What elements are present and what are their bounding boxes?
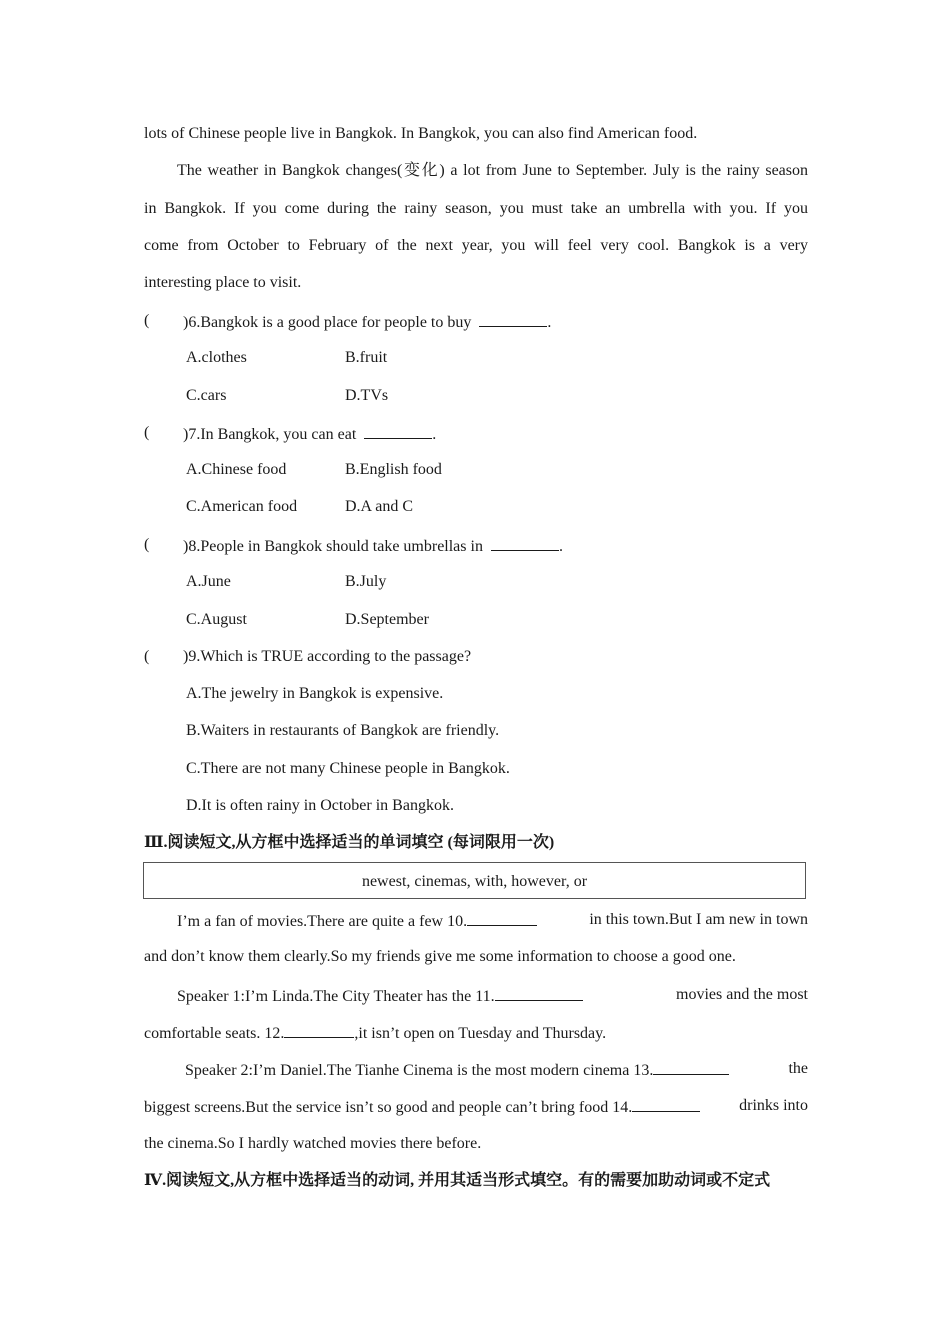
- text-segment: ,it isn’t open on Tuesday and Thursday.: [354, 1025, 607, 1042]
- blank-13[interactable]: [653, 1059, 729, 1075]
- blank-10[interactable]: [467, 910, 537, 926]
- question-text: )6.Bangkok is a good place for people to buy: [183, 314, 472, 331]
- passage-line: and don’t know them clearly.So my friends give me some information to choose a good one.: [144, 948, 736, 965]
- passage-line: [144, 1096, 808, 1118]
- text-segment: I’m a fan of movies.There are quite a few 10.: [177, 913, 468, 930]
- passage-line: [177, 985, 808, 1007]
- text-segment: the: [788, 1060, 808, 1077]
- option-a[interactable]: A.Chinese food: [186, 461, 287, 478]
- answer-paren[interactable]: (: [144, 312, 150, 329]
- passage-line: [185, 1059, 808, 1081]
- blank-12[interactable]: [284, 1022, 354, 1038]
- blank-14[interactable]: [632, 1096, 700, 1112]
- question-end: .: [558, 538, 563, 555]
- text-segment: in this town.But I am new in town: [589, 911, 808, 928]
- option-d[interactable]: D.It is often rainy in October in Bangkok.: [186, 797, 454, 814]
- answer-blank[interactable]: [479, 311, 547, 327]
- option-c[interactable]: C.cars: [186, 387, 227, 404]
- passage-line: come from October to February of the next year, you will feel very cool. Bangkok is a very: [144, 237, 808, 254]
- option-b[interactable]: B.July: [345, 573, 387, 590]
- option-a[interactable]: A.clothes: [186, 349, 247, 366]
- passage-line: the cinema.So I hardly watched movies there before.: [144, 1135, 482, 1152]
- word-box: newest, cinemas, with, however, or: [143, 862, 806, 899]
- option-c[interactable]: C.American food: [186, 498, 298, 515]
- passage-line: [177, 910, 808, 932]
- text-segment: Speaker 2:I’m Daniel.The Tianhe Cinema is the most modern cinema 13.: [185, 1062, 654, 1079]
- option-d[interactable]: D.A and C: [345, 498, 413, 515]
- option-c[interactable]: C.There are not many Chinese people in Bangkok.: [186, 760, 510, 777]
- question-text: )8.People in Bangkok should take umbrellas in: [183, 538, 483, 555]
- blank-11[interactable]: [495, 985, 583, 1001]
- option-d[interactable]: D.TVs: [345, 387, 389, 404]
- passage-line: [144, 1022, 808, 1044]
- question-end: .: [432, 426, 437, 443]
- text-segment: movies and the most: [676, 986, 808, 1003]
- text-segment: drinks into: [739, 1097, 808, 1114]
- passage-line: The weather in Bangkok changes(变化) a lot from June to September. July is the rainy season: [177, 162, 808, 179]
- answer-paren[interactable]: (: [144, 424, 150, 441]
- question-text: )7.In Bangkok, you can eat: [183, 426, 357, 443]
- option-c[interactable]: C.August: [186, 611, 247, 628]
- answer-paren[interactable]: (: [144, 536, 150, 553]
- option-b[interactable]: B.fruit: [345, 349, 388, 366]
- text-segment: Speaker 1:I’m Linda.The City Theater has the 11.: [177, 988, 495, 1005]
- option-b[interactable]: B.English food: [345, 461, 442, 478]
- text-segment: comfortable seats. 12.: [144, 1025, 285, 1042]
- answer-blank[interactable]: [491, 535, 559, 551]
- section-3-heading: Ⅲ.阅读短文,从方框中选择适当的单词填空 (每词限用一次): [144, 834, 555, 851]
- option-d[interactable]: D.September: [345, 611, 429, 628]
- answer-paren[interactable]: (: [144, 648, 150, 665]
- option-a[interactable]: A.The jewelry in Bangkok is expensive.: [186, 685, 444, 702]
- option-b[interactable]: B.Waiters in restaurants of Bangkok are friendly.: [186, 722, 500, 739]
- passage-line: in Bangkok. If you come during the rainy season, you must take an umbrella with you. If you: [144, 200, 808, 217]
- passage-line: lots of Chinese people live in Bangkok. In Bangkok, you can also find American food.: [144, 125, 698, 142]
- answer-blank[interactable]: [364, 423, 432, 439]
- text-segment: biggest screens.But the service isn’t so good and people can’t bring food 14.: [144, 1099, 633, 1116]
- section-4-heading: Ⅳ.阅读短文,从方框中选择适当的动词, 并用其适当形式填空。有的需要加助动词或不定式: [144, 1172, 771, 1189]
- option-a[interactable]: A.June: [186, 573, 231, 590]
- question-end: .: [547, 314, 552, 331]
- question-text: )9.Which is TRUE according to the passage?: [183, 648, 472, 665]
- passage-line: interesting place to visit.: [144, 274, 302, 291]
